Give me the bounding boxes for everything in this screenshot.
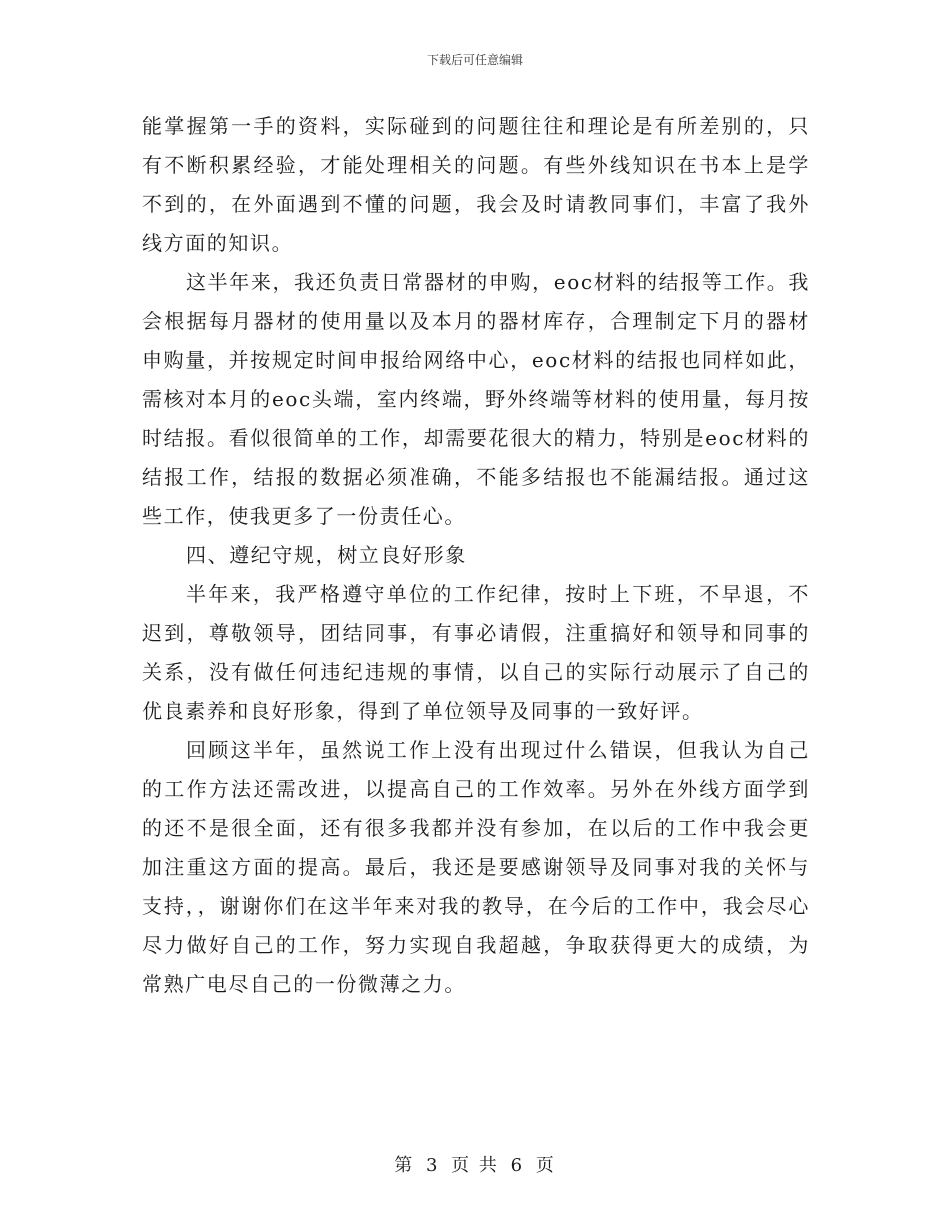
- paragraph-discipline: 半年来，我严格遵守单位的工作纪律，按时上下班，不早退，不迟到，尊敬领导，团结同事，有事必请假，注重搞好和领导和同事的关系，没有做任何违纪违规的事情，以自己的实际行动展示了自己的优良素养和良好形象，得到了单位领导及同事的一致好评。: [142, 582, 810, 723]
- current-page-number: 3: [425, 1155, 440, 1176]
- footer-prefix: 第: [394, 1155, 415, 1176]
- header-note: 下载后可任意编辑: [426, 53, 523, 67]
- page-header: [0, 52, 950, 68]
- section-heading-discipline: 四、遵纪守规，树立良好形象: [186, 543, 467, 567]
- paragraph-equipment-procurement: 这半年来，我还负责日常器材的申购，eoc材料的结报等工作。我会根据每月器材的使用量以及本月的器材库存，合理制定下月的器材申购量，并按规定时间申报给网络中心，eoc材料的结报也同样如此，需核对本月的eoc头端，室内终端，野外终端等材料的使用量，每月按时结报。看似很简单的工作，却需要花很大的精力，特别是eoc材料的结报工作，结报的数据必须准确，不能多结报也不能漏结报。通过这些工作，使我更多了一份责任心。: [142, 270, 810, 528]
- footer-suffix: 页: [535, 1155, 556, 1176]
- page-footer: [0, 1154, 950, 1178]
- paragraph-review: 回顾这半年，虽然说工作上没有出现过什么错误，但我认为自己的工作方法还需改进，以提高自己的工作效率。另外在外线方面学到的还不是很全面，还有很多我都并没有参加，在以后的工作中我会更加注重这方面的提高。最后，我还是要感谢领导及同事对我的关怀与支持，，谢谢你们在这半年来对我的教导，在今后的工作中，我会尽心尽力做好自己的工作，努力实现自我超越，争取获得更大的成绩，为常熟广电尽自己的一份微薄之力。: [142, 738, 810, 996]
- footer-middle: 页 共: [451, 1155, 499, 1176]
- document-body: [142, 107, 810, 1004]
- paragraph-continuation: 能掌握第一手的资料，实际碰到的问题往往和理论是有所差别的，只有不断积累经验，才能处理相关的问题。有些外线知识在书本上是学不到的，在外面遇到不懂的问题，我会及时请教同事们，丰富了我外线方面的知识。: [142, 114, 810, 255]
- total-page-count: 6: [510, 1155, 525, 1176]
